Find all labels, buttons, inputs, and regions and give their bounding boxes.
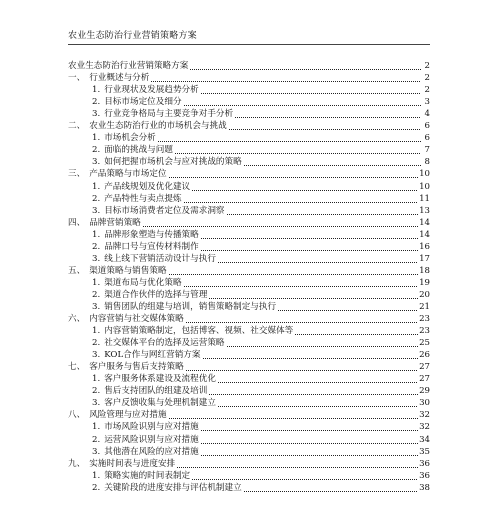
- toc-entry-number: 六、: [68, 314, 86, 325]
- toc-dot-leader: [201, 238, 418, 239]
- toc-entry-title: 如何把握市场机会与应对挑战的策略: [104, 157, 242, 168]
- toc-entry-title: 其他潜在风险的应对措施: [104, 446, 199, 457]
- toc-entry-title: 线上线下营销活动设计与执行: [104, 253, 216, 264]
- toc-page-number: 14: [419, 229, 430, 240]
- toc-page-number: 13: [419, 205, 430, 216]
- toc-dot-leader: [209, 394, 418, 395]
- toc-page-number: 23: [419, 326, 430, 337]
- toc-entry-number: 四、: [68, 217, 86, 228]
- toc-dot-leader: [169, 418, 419, 419]
- toc-subsection-entry[interactable]: [68, 397, 430, 409]
- toc-subsection-entry[interactable]: [68, 96, 430, 108]
- toc-subsection-entry[interactable]: [68, 132, 430, 144]
- table-of-contents: [68, 60, 430, 494]
- toc-page-number: 34: [419, 434, 430, 445]
- toc-dot-leader: [244, 491, 418, 492]
- toc-entry-title: 内容营销策略制定，包括博客、视频、社交媒体等: [104, 326, 294, 337]
- toc-entry-title: 目标市场定位及细分: [104, 97, 182, 108]
- toc-dot-leader: [218, 406, 418, 407]
- toc-entry-number: 1.: [92, 326, 101, 337]
- toc-subsection-entry[interactable]: [68, 373, 430, 385]
- toc-subsection-entry[interactable]: [68, 421, 430, 433]
- toc-entry-title: 行业概述与分析: [89, 73, 150, 84]
- toc-dot-leader: [169, 177, 419, 178]
- toc-entry-number: 2.: [92, 145, 101, 156]
- toc-page-number: 4: [424, 109, 430, 120]
- toc-entry-title: 面临的挑战与问题: [104, 145, 173, 156]
- toc-dot-leader: [209, 298, 418, 299]
- toc-entry-number: 1.: [92, 374, 101, 385]
- toc-entry-number: 一、: [68, 73, 86, 84]
- toc-dot-leader: [190, 69, 421, 70]
- toc-page-number: 21: [419, 301, 430, 312]
- toc-entry-title: 产品策略与市场定位: [89, 169, 167, 180]
- toc-page-number: 30: [419, 398, 430, 409]
- toc-dot-leader: [201, 443, 418, 444]
- toc-page-number: 38: [419, 482, 430, 493]
- toc-entry-number: 2.: [92, 338, 101, 349]
- toc-dot-leader: [192, 190, 418, 191]
- toc-dot-leader: [278, 310, 418, 311]
- toc-page-number: 23: [419, 314, 430, 325]
- toc-page-number: 8: [424, 157, 430, 168]
- toc-entry-title: 农业生态防治行业营销策略方案: [68, 61, 189, 72]
- toc-entry-title: 客户反馈收集与处理机制建立: [104, 398, 216, 409]
- toc-entry-number: 七、: [68, 362, 86, 373]
- toc-dot-leader: [235, 117, 421, 118]
- toc-subsection-entry[interactable]: [68, 446, 430, 458]
- toc-section-entry[interactable]: [68, 168, 430, 180]
- toc-entry-title: 渠道布局与优化策略: [104, 277, 182, 288]
- toc-entry-title: KOL合作与网红营销方案: [104, 350, 201, 361]
- toc-entry-title: 品牌营销策略: [89, 217, 141, 228]
- toc-entry-title: 实施时间表与进度安排: [89, 458, 176, 469]
- toc-entry-number: 3.: [92, 109, 101, 120]
- document-header: 农业生态防治行业营销策略方案: [68, 31, 197, 41]
- toc-dot-leader: [143, 226, 418, 227]
- toc-subsection-entry[interactable]: [68, 385, 430, 397]
- toc-subsection-entry[interactable]: [68, 156, 430, 168]
- toc-dot-leader: [201, 430, 418, 431]
- toc-entry-number: 3.: [92, 157, 101, 168]
- toc-entry-number: 三、: [68, 169, 86, 180]
- toc-section-entry[interactable]: [68, 217, 430, 229]
- toc-page-number: 32: [419, 422, 430, 433]
- toc-dot-leader: [203, 358, 419, 359]
- toc-subsection-entry[interactable]: [68, 301, 430, 313]
- toc-section-entry[interactable]: [68, 361, 430, 373]
- toc-entry-title: 关键阶段的进度安排与评估机制建立: [104, 482, 242, 493]
- toc-page-number: 6: [424, 121, 430, 132]
- toc-page-number: 16: [419, 241, 430, 252]
- toc-entry-number: 3.: [92, 301, 101, 312]
- toc-subsection-entry[interactable]: [68, 253, 430, 265]
- toc-dot-leader: [227, 346, 419, 347]
- toc-page-number: 20: [419, 289, 430, 300]
- toc-section-entry[interactable]: [68, 313, 430, 325]
- toc-entry-title: 市场风险识别与应对措施: [104, 422, 199, 433]
- toc-page-number: 27: [419, 374, 430, 385]
- toc-dot-leader: [175, 153, 421, 154]
- toc-entry-title: 渠道策略与销售策略: [89, 265, 167, 276]
- header-divider: [68, 44, 430, 45]
- toc-page-number: 19: [419, 277, 430, 288]
- toc-subsection-entry[interactable]: [68, 277, 430, 289]
- toc-page-number: 29: [419, 386, 430, 397]
- toc-page-number: 25: [419, 338, 430, 349]
- toc-dot-leader: [184, 202, 419, 203]
- toc-entry-number: 3.: [92, 350, 101, 361]
- toc-dot-leader: [184, 105, 421, 106]
- toc-dot-leader: [218, 262, 418, 263]
- toc-subsection-entry[interactable]: [68, 337, 430, 349]
- toc-entry-title: 产品特性与卖点提炼: [104, 193, 182, 204]
- toc-dot-leader: [201, 455, 418, 456]
- toc-entry-title: 品牌形象塑造与传播策略: [104, 229, 199, 240]
- toc-entry-number: 1.: [92, 85, 101, 96]
- toc-subsection-entry[interactable]: [68, 229, 430, 241]
- toc-entry-title: 农业生态防治行业的市场机会与挑战: [89, 121, 227, 132]
- toc-dot-leader: [177, 467, 418, 468]
- toc-entry-number: 1.: [92, 470, 101, 481]
- toc-entry-number: 五、: [68, 265, 86, 276]
- toc-dot-leader: [295, 334, 418, 335]
- toc-section-entry[interactable]: [68, 72, 430, 84]
- toc-page-number: 10: [419, 181, 430, 192]
- toc-page-number: 32: [419, 410, 430, 421]
- toc-page-number: 10: [419, 169, 430, 180]
- toc-subsection-entry[interactable]: [68, 205, 430, 217]
- toc-entry-title: 目标市场消费者定位及需求洞察: [104, 205, 225, 216]
- toc-page-number: 18: [419, 265, 430, 276]
- toc-section-entry[interactable]: [68, 458, 430, 470]
- toc-dot-leader: [169, 274, 419, 275]
- toc-entry-number: 2.: [92, 386, 101, 397]
- toc-entry-title: 内容营销与社交媒体策略: [89, 314, 184, 325]
- toc-subsection-entry[interactable]: [68, 180, 430, 192]
- toc-entry-title: 售后支持团队的组建及培训: [104, 386, 208, 397]
- toc-entry-number: 2.: [92, 434, 101, 445]
- toc-entry-number: 九、: [68, 458, 86, 469]
- toc-page-number: 11: [419, 193, 430, 204]
- toc-page-number: 36: [419, 470, 430, 481]
- toc-entry-number: 1.: [92, 229, 101, 240]
- toc-subsection-entry[interactable]: [68, 482, 430, 494]
- toc-entry-title: 客户服务与售后支持策略: [89, 362, 184, 373]
- toc-entry-number: 2.: [92, 193, 101, 204]
- toc-entry-number: 2.: [92, 241, 101, 252]
- toc-entry-number: 3.: [92, 253, 101, 264]
- toc-section-entry[interactable]: [68, 265, 430, 277]
- toc-entry-title: 行业竞争格局与主要竞争对手分析: [104, 109, 234, 120]
- toc-entry-title: 品牌口号与宣传材料制作: [104, 241, 199, 252]
- toc-entry-number: 3.: [92, 398, 101, 409]
- toc-page-number: 6: [424, 133, 430, 144]
- toc-entry-title: 客户服务体系建设及流程优化: [104, 374, 216, 385]
- toc-entry-number: 2.: [92, 289, 101, 300]
- toc-page-number: 14: [419, 217, 430, 228]
- toc-dot-leader: [229, 129, 421, 130]
- toc-entry-number: 1.: [92, 133, 101, 144]
- toc-section-entry[interactable]: [68, 409, 430, 421]
- toc-subsection-entry[interactable]: [68, 470, 430, 482]
- toc-dot-leader: [244, 165, 421, 166]
- toc-dot-leader: [201, 93, 421, 94]
- toc-entry-number: 2.: [92, 97, 101, 108]
- toc-entry-title: 策略实施的时间表制定: [104, 470, 191, 481]
- toc-entry-title: 市场机会分析: [104, 133, 156, 144]
- toc-section-entry[interactable]: [68, 60, 430, 72]
- toc-dot-leader: [201, 250, 418, 251]
- toc-section-entry[interactable]: [68, 120, 430, 132]
- toc-entry-title: 运营风险识别与应对措施: [104, 434, 199, 445]
- toc-page-number: 2: [424, 73, 430, 84]
- toc-entry-number: 二、: [68, 121, 86, 132]
- toc-dot-leader: [186, 322, 418, 323]
- toc-subsection-entry[interactable]: [68, 289, 430, 301]
- toc-dot-leader: [227, 214, 419, 215]
- toc-entry-number: 八、: [68, 410, 86, 421]
- toc-subsection-entry[interactable]: [68, 433, 430, 445]
- toc-subsection-entry[interactable]: [68, 325, 430, 337]
- toc-dot-leader: [184, 286, 419, 287]
- toc-subsection-entry[interactable]: [68, 144, 430, 156]
- toc-entry-title: 渠道合作伙伴的选择与管理: [104, 289, 208, 300]
- toc-dot-leader: [218, 382, 418, 383]
- toc-page-number: 17: [419, 253, 430, 264]
- toc-entry-number: 1.: [92, 422, 101, 433]
- toc-subsection-entry[interactable]: [68, 349, 430, 361]
- toc-subsection-entry[interactable]: [68, 241, 430, 253]
- toc-entry-title: 风险管理与应对措施: [89, 410, 167, 421]
- toc-page-number: 2: [424, 61, 430, 72]
- toc-entry-number: 3.: [92, 205, 101, 216]
- toc-entry-number: 1.: [92, 277, 101, 288]
- toc-dot-leader: [186, 370, 418, 371]
- toc-dot-leader: [192, 479, 418, 480]
- toc-dot-leader: [158, 141, 421, 142]
- toc-page-number: 27: [419, 362, 430, 373]
- toc-page-number: 3: [424, 97, 430, 108]
- toc-subsection-entry[interactable]: [68, 84, 430, 96]
- toc-page-number: 35: [419, 446, 430, 457]
- toc-page-number: 2: [424, 85, 430, 96]
- toc-entry-title: 产品线规划及优化建议: [104, 181, 191, 192]
- toc-page-number: 7: [424, 145, 430, 156]
- toc-subsection-entry[interactable]: [68, 108, 430, 120]
- toc-entry-number: 1.: [92, 181, 101, 192]
- toc-page-number: 26: [419, 350, 430, 361]
- toc-entry-number: 3.: [92, 446, 101, 457]
- toc-entry-number: 2.: [92, 482, 101, 493]
- toc-page-number: 36: [419, 458, 430, 469]
- toc-dot-leader: [151, 81, 421, 82]
- toc-subsection-entry[interactable]: [68, 193, 430, 205]
- toc-entry-title: 销售团队的组建与培训，销售策略制定与执行: [104, 301, 277, 312]
- toc-entry-title: 社交媒体平台的选择及运营策略: [104, 338, 225, 349]
- toc-entry-title: 行业现状及发展趋势分析: [104, 85, 199, 96]
